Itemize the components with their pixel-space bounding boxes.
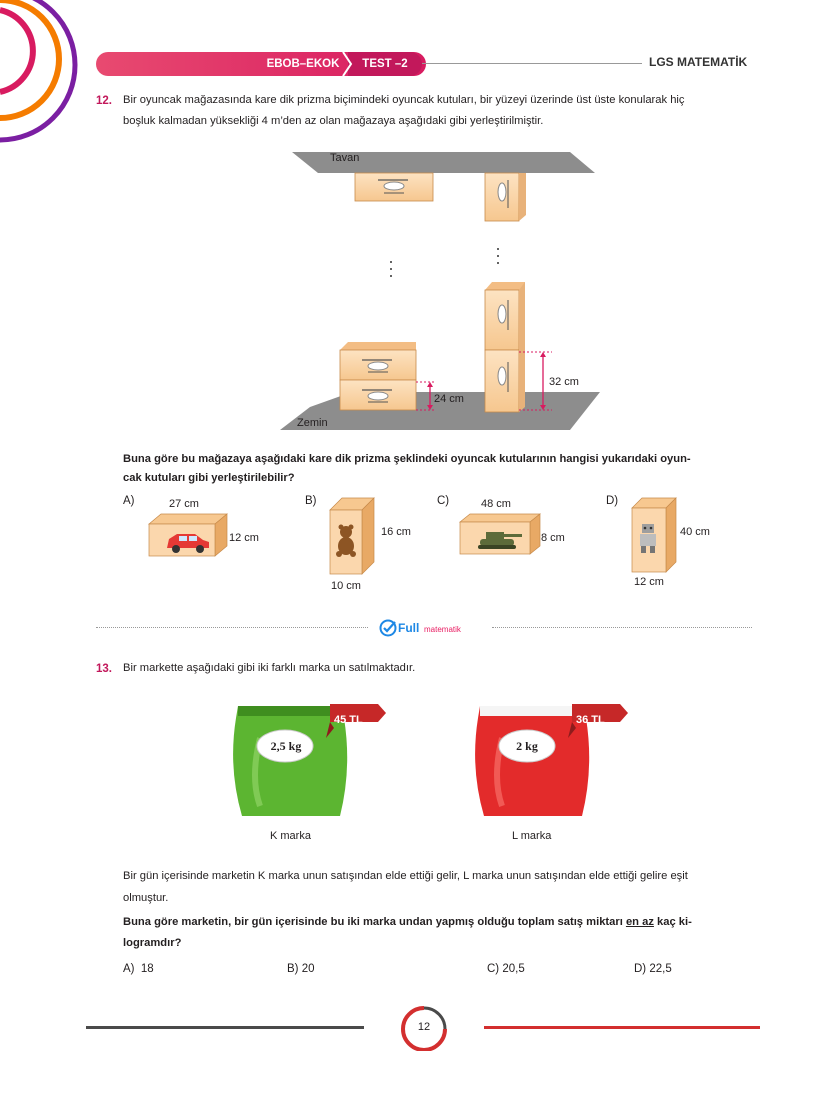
q13-question-part1: Buna göre marketin, bir gün içerisinde bu iki marka undan yapmış olduğu toplam satış miktarı — [123, 916, 626, 928]
q12-text-line2: boşluk kalmadan yüksekliği 4 m’den az olan mağazaya aşağıdaki gibi yerleştirilmiştir. — [123, 115, 544, 127]
bag-l-weight: 2 kg — [516, 739, 538, 753]
bag-l-name: L marka — [512, 830, 552, 842]
q12-question-line2: cak kutuları gibi yerleştirilebilir? — [123, 472, 295, 484]
answer-b[interactable] — [287, 963, 315, 975]
header-badge-left: EBOB–EKOK — [266, 58, 340, 70]
header-title: LGS MATEMATİK — [649, 55, 748, 69]
bag-k-price: 45 TL — [334, 714, 363, 726]
option-d-side: 40 cm — [680, 526, 710, 538]
q12-question-line1: Buna göre bu mağazaya aşağıdaki kare dik prizma şeklindeki oyuncak kutularının hangisi yukarıdaki oyun- — [123, 453, 691, 465]
q13-question-part3: kaç ki- — [653, 916, 692, 928]
separator-left — [96, 627, 368, 628]
answer-a[interactable] — [123, 963, 154, 975]
logo-main: Full — [398, 621, 420, 635]
ceiling-label: Tavan — [330, 152, 360, 164]
corner-arcs-decoration — [0, 0, 90, 150]
q13-para-line1: Bir gün içerisinde marketin K marka unun satışından elde ettiği gelir, L marka unun satışından elde ettiği gelire eşit — [123, 870, 688, 882]
bag-k-weight: 2,5 kg — [270, 739, 302, 753]
option-d-letter[interactable]: D) — [606, 495, 619, 507]
footer-line-right — [484, 1026, 760, 1029]
header-line — [422, 63, 642, 64]
q13-number: 13. — [96, 663, 112, 675]
option-a-top: 27 cm — [169, 498, 199, 510]
q13-question-emphasis: en az — [625, 916, 654, 928]
answer-a-value: 18 — [140, 963, 154, 975]
option-d-box — [630, 494, 680, 576]
separator-right — [492, 627, 752, 628]
bag-k-name: K marka — [270, 830, 311, 842]
q13-para-line2: olmuştur. — [123, 892, 169, 904]
answer-d-letter: D) — [634, 963, 647, 975]
header-badge-right: TEST –2 — [348, 52, 422, 76]
answer-d-value: 22,5 — [649, 963, 672, 975]
floor-label: Zemin — [297, 417, 328, 429]
flour-bag-k — [230, 698, 390, 822]
answer-b-letter: B) — [287, 963, 299, 975]
option-b-letter[interactable]: B) — [305, 495, 317, 507]
option-c-top: 48 cm — [481, 498, 511, 510]
option-c-letter[interactable]: C) — [437, 495, 450, 507]
dim-32-label: 32 cm — [549, 376, 579, 388]
option-a-box — [145, 510, 229, 560]
answer-a-letter: A) — [123, 963, 135, 975]
check-logo-icon — [379, 619, 399, 637]
q13-question-line2: logramdır? — [123, 937, 182, 949]
footer-line-left — [86, 1026, 364, 1029]
option-d-bottom: 12 cm — [634, 576, 664, 588]
option-b-side: 16 cm — [381, 526, 411, 538]
option-b-bottom: 10 cm — [331, 580, 361, 592]
option-a-side: 12 cm — [229, 532, 259, 544]
q13-text: Bir markette aşağıdaki gibi iki farklı marka un satılmaktadır. — [123, 662, 416, 674]
answer-d[interactable] — [634, 963, 672, 975]
answer-b-value: 20 — [301, 963, 315, 975]
answer-c-value: 20,5 — [502, 963, 525, 975]
option-a-letter[interactable]: A) — [123, 495, 135, 507]
logo-sub: matematik — [424, 625, 461, 634]
answer-c-letter: C) — [487, 963, 500, 975]
option-c-box — [458, 510, 542, 558]
q12-number: 12. — [96, 95, 112, 107]
answer-c[interactable] — [487, 963, 525, 975]
page-number: 12 — [417, 1021, 431, 1033]
q12-text-line1: Bir oyuncak mağazasında kare dik prizma biçimindeki oyuncak kutuları, bir yüzeyi üzerinde üst üste konularak hiç — [123, 94, 685, 106]
dim-24-label: 24 cm — [434, 393, 464, 405]
bag-l-price: 36 TL — [576, 714, 605, 726]
banner-divider-icon — [341, 52, 353, 76]
option-c-side: 8 cm — [541, 532, 565, 544]
option-b-box — [328, 494, 378, 576]
flour-bag-l — [472, 698, 632, 822]
q13-question-line1 — [123, 912, 755, 933]
